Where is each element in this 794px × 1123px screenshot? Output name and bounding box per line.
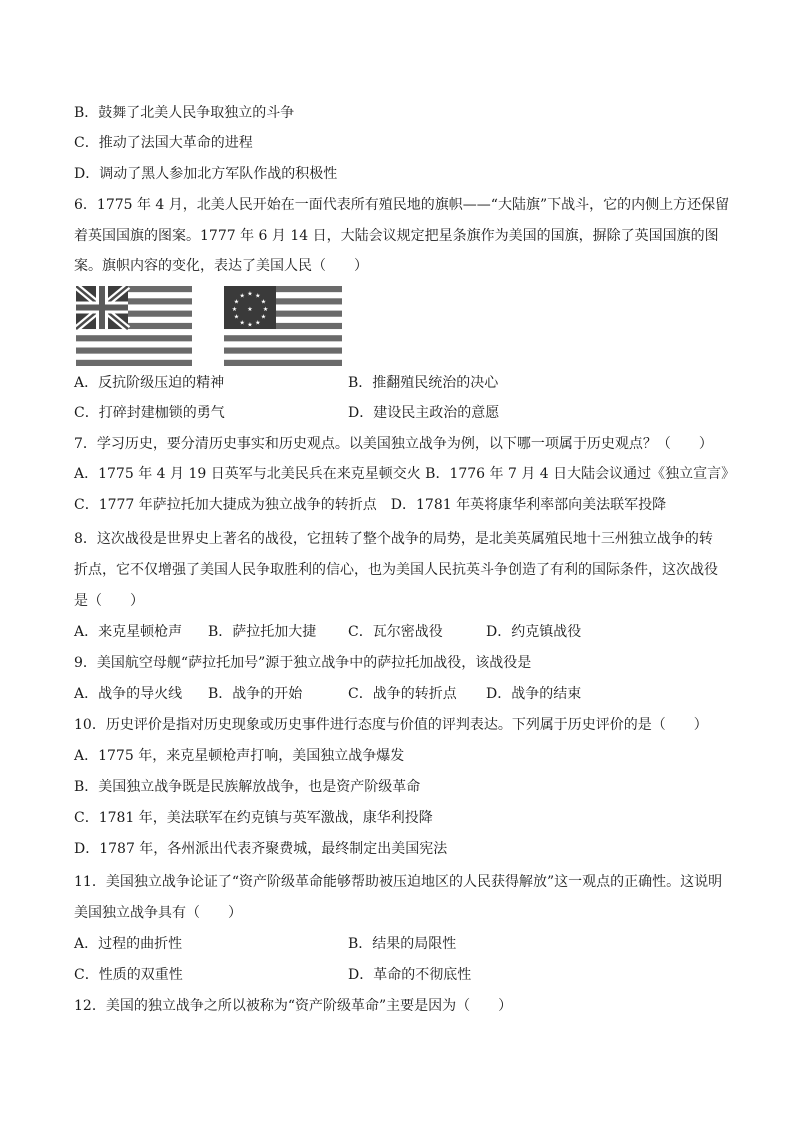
q11-stem-line-1: 11．美国独立战争论证了“资产阶级革命能够帮助被压迫地区的人民获得解放”这一观点的正确性。这说明: [74, 874, 723, 890]
q11-option-c: C．性质的双重性: [74, 967, 183, 983]
svg-text:★: ★: [255, 292, 261, 300]
q10-option-a: A．1775 年，来克星顿枪声打响，美国独立战争爆发: [74, 748, 405, 764]
q6-option-c: C．打碎封建枷锁的勇气: [74, 405, 225, 421]
q9-option-d: D．战争的结束: [486, 686, 582, 702]
union-jack-icon: [76, 286, 128, 329]
q9-options: [74, 684, 734, 704]
q9-stem: 9．美国航空母舰“萨拉托加号”源于独立战争中的萨拉托加战役，该战役是: [74, 655, 532, 671]
q7-options-cd: C．1777 年萨拉托加大捷成为独立战争的转折点 D．1781 年英将康华利率部向美法联军投降: [74, 497, 667, 513]
star-circle-icon: [224, 286, 276, 329]
q10-option-c: C．1781 年，美法联军在约克镇与英军激战，康华利投降: [74, 810, 433, 826]
q11-option-a: A．过程的曲折性: [74, 936, 183, 952]
q10-option-b: B．美国独立战争既是民族解放战争，也是资产阶级革命: [74, 779, 421, 795]
q6-option-b: B．推翻殖民统治的决心: [348, 375, 499, 391]
q8-stem-line-3: 是（ ）: [74, 593, 144, 609]
q8-stem-line-2: 折点，它不仅增强了美国人民争取胜利的信心，也为美国人民抗英斗争创造了有利的国际条件，这次战役: [74, 562, 718, 578]
svg-text:★: ★: [231, 306, 238, 313]
q12-stem: 12．美国的独立战争之所以被称为“资产阶级革命”主要是因为（ ）: [74, 998, 513, 1014]
q5-option-b: B．鼓舞了北美人民争取独立的斗争: [74, 105, 295, 121]
q8-stem-line-1: 8．这次战役是世界史上著名的战役，它扭转了整个战争的局势，是北美英属殖民地十三州独立战争的转: [74, 531, 713, 547]
q11-options-row-2: [74, 965, 734, 985]
q10-stem: 10．历史评价是指对历史现象或历史事件进行态度与价值的评判表达。下列属于历史评价的是（ ）: [74, 717, 708, 733]
q7-options-ab: A．1775 年 4 月 19 日英军与北美民兵在来克星顿交火 B．1776 年 7 月 4 日大陆会议通过《独立宣言》: [74, 466, 736, 482]
svg-text:★: ★: [239, 319, 245, 327]
q8-options: [74, 622, 734, 642]
svg-text:★: ★: [262, 306, 269, 313]
q6-flag-images: [76, 286, 346, 366]
q5-option-c: C．推动了法国大革命的进程: [74, 135, 253, 151]
q11-options-row-1: [74, 934, 734, 954]
q6-stem-line-1: 6．1775 年 4 月，北美人民开始在一面代表所有殖民地的旗帜——“大陆旗”下战斗，它的内侧上方还保留: [74, 197, 730, 213]
svg-text:★: ★: [233, 313, 240, 321]
svg-text:★: ★: [260, 313, 267, 321]
q9-option-c: C．战争的转折点: [348, 686, 457, 702]
q10-option-d: D．1787 年，各州派出代表齐聚费城，最终制定出美国宪法: [74, 841, 448, 857]
q7-stem: 7．学习历史，要分清历史事实和历史观点。以美国独立战争为例，以下哪一项属于历史观点？（ ）: [74, 436, 713, 452]
q9-option-a: A．战争的导火线: [74, 686, 183, 702]
q11-option-b: B．结果的局限性: [348, 936, 457, 952]
q11-option-d: D．革命的不彻底性: [348, 967, 472, 983]
q6-option-d: D．建设民主政治的意愿: [348, 405, 500, 421]
q6-option-a: A．反抗阶级压迫的精神: [74, 375, 225, 391]
continental-colours-flag: [76, 286, 192, 366]
q6-stem-line-2: 着英国国旗的图案。1777 年 6 月 14 日，大陆会议规定把星条旗作为美国的国旗，摒除了英国国旗的图: [74, 228, 719, 244]
svg-text:★: ★: [247, 290, 253, 298]
stars-and-stripes-flag: [224, 286, 340, 366]
q8-option-a: A．来克星顿枪声: [74, 624, 183, 640]
q8-option-b: B．萨拉托加大捷: [208, 624, 317, 640]
q5-option-d: D．调动了黑人参加北方军队作战的积极性: [74, 166, 338, 182]
svg-text:★: ★: [247, 321, 253, 329]
svg-text:★: ★: [247, 306, 253, 313]
q11-stem-line-2: 美国独立战争具有（ ）: [74, 905, 242, 921]
q9-option-b: B．战争的开始: [208, 686, 303, 702]
svg-text:★: ★: [255, 319, 261, 327]
q8-option-d: D．约克镇战役: [486, 624, 582, 640]
svg-text:★: ★: [239, 292, 245, 300]
svg-text:★: ★: [233, 298, 240, 306]
q6-options-row-2: [74, 403, 734, 423]
q6-stem-line-3: 案。旗帜内容的变化，表达了美国人民（ ）: [74, 258, 368, 274]
q6-options-row-1: [74, 373, 734, 393]
q8-option-c: C．瓦尔密战役: [348, 624, 443, 640]
svg-text:★: ★: [260, 298, 267, 306]
